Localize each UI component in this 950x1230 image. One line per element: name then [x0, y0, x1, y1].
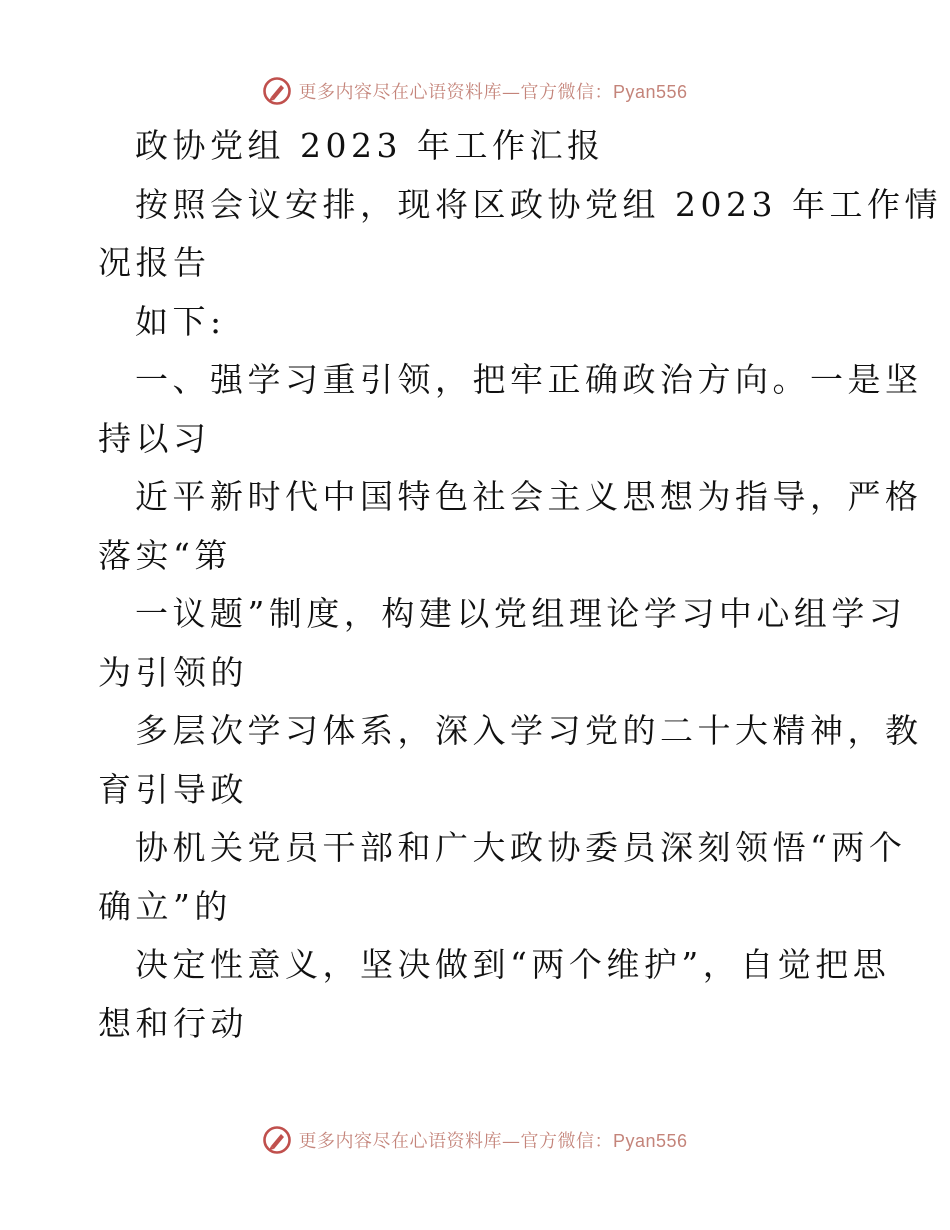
- doc-line: 确立”的: [98, 886, 232, 926]
- doc-line: 近平新时代中国特色社会主义思想为指导，严格: [135, 477, 923, 516]
- doc-line: 多层次学习体系，深入学习党的二十大精神，教: [135, 711, 923, 750]
- doc-line: 决定性意义，坚决做到“两个维护”，自觉把思: [135, 945, 891, 984]
- doc-line: 育引导政: [98, 769, 248, 809]
- doc-title: 政协党组 2023 年工作汇报: [135, 126, 605, 165]
- doc-line: 按照会议安排，现将区政协党组 2023 年工作情: [135, 184, 942, 224]
- watermark-id: Pyan556: [612, 82, 688, 102]
- pen-logo-icon: [262, 76, 292, 106]
- doc-line: 协机关党员干部和广大政协委员深刻领悟“两个: [135, 828, 907, 867]
- watermark-text: 更多内容尽在心语资料库—官方微信：: [298, 1131, 613, 1152]
- doc-line: 持以习: [98, 418, 211, 458]
- document-body: [98, 117, 942, 1053]
- doc-line: 如下:: [135, 301, 226, 341]
- doc-line: 想和行动: [98, 1003, 248, 1043]
- pen-logo-icon: [262, 1125, 292, 1155]
- doc-line: 落实“第: [98, 535, 232, 575]
- footer-watermark: [0, 1123, 950, 1157]
- watermark-text: 更多内容尽在心语资料库—官方微信：: [298, 82, 613, 103]
- watermark-id: Pyan556: [612, 1131, 688, 1151]
- doc-line: 一议题”制度，构建以党组理论学习中心组学习: [135, 594, 907, 633]
- doc-line: 为引领的: [98, 652, 248, 692]
- doc-line: 况报告: [98, 243, 211, 282]
- header-watermark: [0, 74, 950, 108]
- doc-line: 一、强学习重引领，把牢正确政治方向。一是坚: [135, 360, 923, 399]
